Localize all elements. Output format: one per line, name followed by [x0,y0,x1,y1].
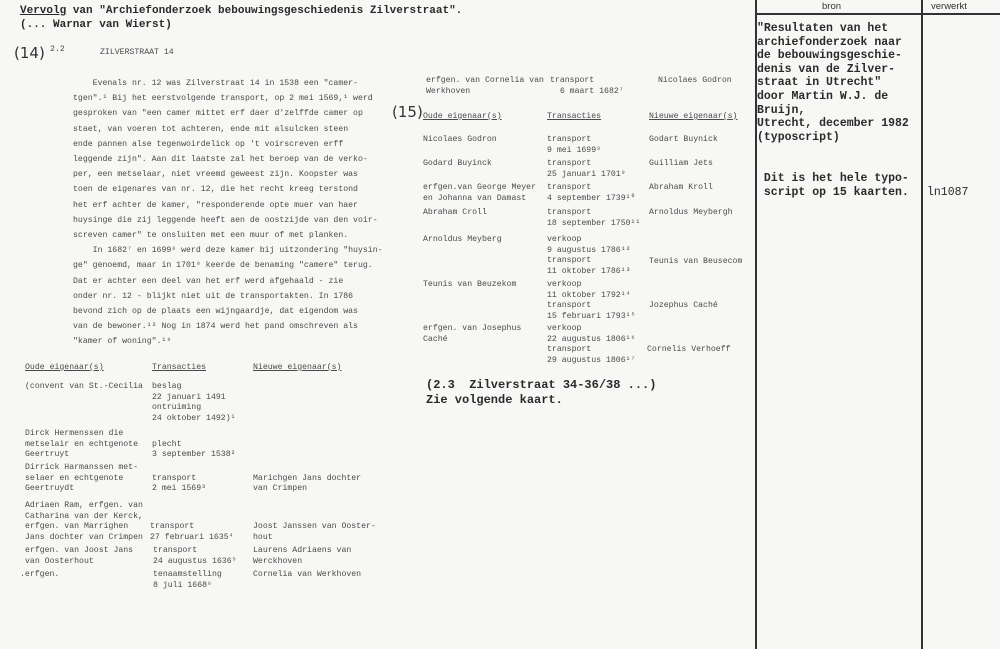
new-owner: Joost Janssen van Ooster- hout [253,522,376,542]
transaction: plecht 3 september 1538² [152,439,236,459]
new-owner: Laurens Adriaens van Werckhoven [253,546,352,566]
new-owner: Teunis van Beusecom [649,257,743,266]
old-owner: .erfgen. [20,570,60,579]
transaction: transport 25 januari 1701⁹ [547,159,626,179]
transaction: verkoop 11 oktober 1792¹⁴ transport 15 februari 1793¹⁵ [547,280,636,321]
header-new-owners: Nieuwe eigenaar(s) [649,112,738,121]
new-owner: Arnoldus Meybergh [649,208,733,217]
new-owner: Abraham Kroll [649,183,713,192]
source-note: Dit is het hele typo- script op 15 kaarten. [763,172,909,199]
new-owner: Cornelis Verhoeff [647,345,731,354]
transaction: transport 2 mei 1569³ [152,473,207,493]
card-number-14: (14) [14,44,45,62]
verwerkt-label: verwerkt [931,1,967,12]
old-owner: Teunis van Beuzekom [423,280,517,289]
transaction: transport 18 september 1750¹¹ [547,208,641,228]
section-paragraph: Evenals nr. 12 was Zilverstraat 14 in 1538 een "camer- tgen".¹ Bij het eerstvolgende transport, op 2 mei 1569,¹ werd gesproken van "een camer mittet erf daer d'zelffde camer op staet, van voeren tot achteren, ende mit alsulcken steen ende pannen alse tegenwoirdelick op 't voirscreven erff leggende zijn". Aan dit laatste zal het beroep van de verko- per, een metselaar, niet vreemd geweest zijn. Koopster was toen de eigenares van nr. 12, die het recht kreeg terstond het erf achter de kamer, "responderende opte muer van haer huysinge die zij leggende heeft aen de oostzijde van den voir- screven camer" te onsluiten met een muur of met planken. In 1682⁷ en 1699⁸ werd deze kamer bij uitzondering "huysin- ge" genoemd, maar in 1701⁹ keerde de benaming "camere" terug. Dat er achter een deel van het erf werd afgehaald - zie onder nr. 12 - blijkt niet uit de transportakten. In 1786 bevond zich op de plaats een wijngaardje, dat eigendom was van de bewoner.¹² Nog in 1874 werd het pand omschreven als "kamer of woning".¹⁸ [73,79,383,347]
transaction: transport 27 februari 1635⁴ [150,522,234,542]
divider-verwerkt [921,0,923,649]
old-owner: Dirrick Harmanssen met- selaer en echtgenote Geertruydt [25,463,139,493]
title-prefix: Vervolg [20,5,67,17]
card-number-15: (15) [392,103,423,121]
old-owner: Godard Buyinck [423,159,492,168]
old-owner: Arnoldus Meyberg [423,235,502,244]
old-owner: erfgen. van Cornelia van Werkhoven [426,76,544,96]
next-card-note: Zie volgende kaart. [426,393,563,407]
verwerkt-value: ln1087 [927,186,969,199]
transaction: beslag 22 januari 1491 ontruiming 24 oktober 1492)¹ [152,382,236,423]
old-owner: Nicolaes Godron [423,135,497,144]
bron-label: bron [822,1,842,12]
section-heading: ZILVERSTRAAT 14 [100,48,174,57]
transaction: tenaamstelling 8 juli 1668⁶ [153,570,222,590]
transaction: transport 24 augustus 1636⁵ [153,546,237,566]
old-owner: Dirck Hermenssen die metselair en echtgenote Geertruyt [25,429,139,459]
old-owner: Abraham Croll [423,208,487,217]
new-owner: Marichgen Jans dochter van Crimpen [253,473,362,493]
new-owner: Nicolaes Godron [658,76,732,85]
old-owner: erfgen.van George Meyer en Johanna van Damast [423,183,537,203]
old-owner: erfgen. van Josephus Caché [423,324,522,344]
header-transactions: Transacties [152,363,207,372]
header-rule [755,13,1000,15]
source-citation: "Resultaten van het archiefonderzoek naar de bebouwingsgeschie- denis van de Zilver- straat in Utrecht" door Martin W.J. de Bruijn, Utrecht, december 1982 (typoscript) [757,22,909,144]
old-owner: Adriaen Ram, erfgen. van Catharina van der Kerck, erfgen. van Marrighen Jans dochter van Crimpen [25,501,143,542]
card-subtitle: (... Warnar van Wierst) [20,19,172,31]
next-section-reference: (2.3 Zilverstraat 34-36/38 ...) [426,378,657,392]
header-transactions: Transacties [547,112,602,121]
new-owner: Godart Buynick [649,135,718,144]
header-old-owners: Oude eigenaar(s) [423,112,502,121]
new-owner: Guilliam Jets [649,159,713,168]
header-new-owners: Nieuwe eigenaar(s) [253,363,342,372]
new-owner: Jozephus Caché [649,301,718,310]
transaction: transport 6 maart 1682⁷ [550,76,624,96]
old-owner: erfgen. van Joost Jans van Oosterhout [25,546,134,566]
header-old-owners: Oude eigenaar(s) [25,363,104,372]
title-rest: van "Archiefonderzoek bebouwingsgeschiedenis Zilverstraat". [66,5,463,17]
transaction: verkoop 22 augustus 1806¹⁶ transport 29 augustus 1806¹⁷ [547,324,636,365]
transaction: verkoop 9 augustus 1786¹² transport 11 oktober 1786¹³ [547,235,631,276]
transaction: transport 4 september 1739¹⁰ [547,183,636,203]
old-owner: (convent van St.-Cecilia [25,382,143,391]
new-owner: Cornelia van Werkhoven [253,570,362,579]
transaction: transport 9 mei 1699⁸ [547,135,602,155]
card-title [20,4,462,18]
section-number: 2.2 [50,45,65,54]
